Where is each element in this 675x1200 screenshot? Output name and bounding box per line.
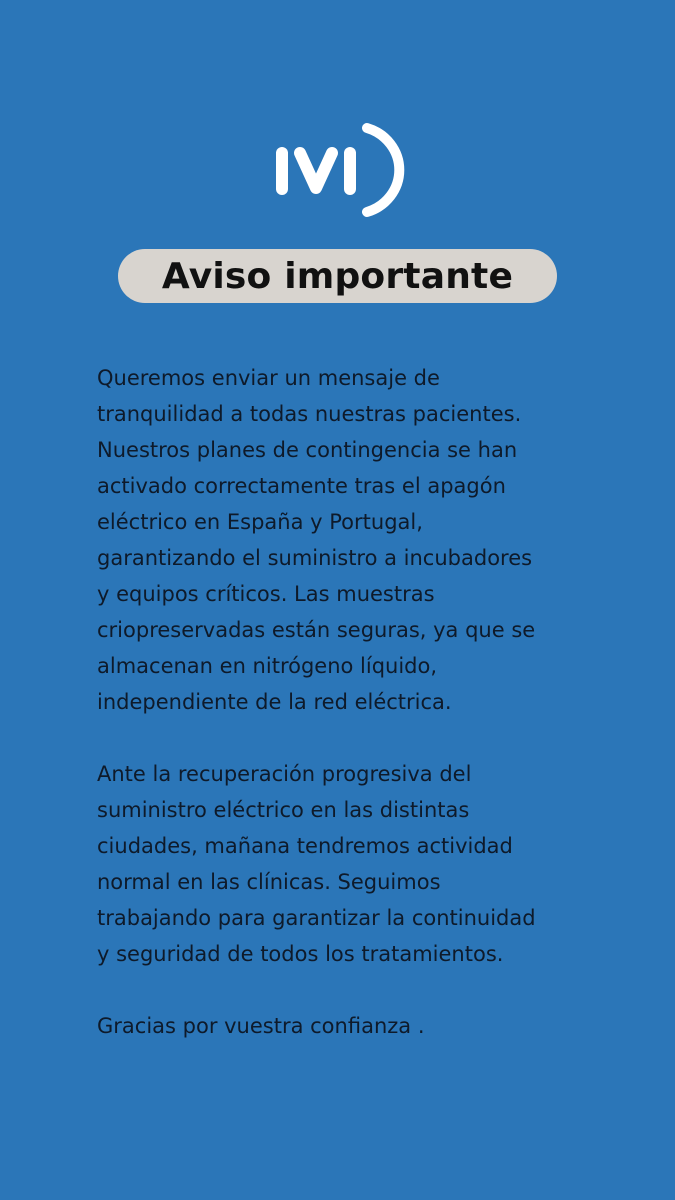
paragraph-3: Gracias por vuestra confianza . xyxy=(97,1014,425,1038)
paragraph-2: Ante la recuperación progresiva del suministro eléctrico en las distintas ciudades, mañana tendremos actividad normal en las clínicas. Seguimos trabajando para garantizar la continuidad y seguridad de todos los tratamientos. xyxy=(97,762,536,966)
title-pill xyxy=(118,249,557,303)
ivi-logo-icon xyxy=(273,118,408,223)
ivi-logo xyxy=(273,118,408,223)
message-body xyxy=(97,360,657,1044)
paragraph-1: Queremos enviar un mensaje de tranquilidad a todas nuestras pacientes. Nuestros planes de contingencia se han activado correctamente tras el apagón eléctrico en España y Portugal, garantizando el suministro a incubadores y equipos críticos. Las muestras criopreservadas están seguras, ya que se almacenan en nitrógeno líquido, independiente de la red eléctrica. xyxy=(97,366,536,714)
logo-text xyxy=(273,223,274,224)
page-title: Aviso importante xyxy=(161,255,514,297)
